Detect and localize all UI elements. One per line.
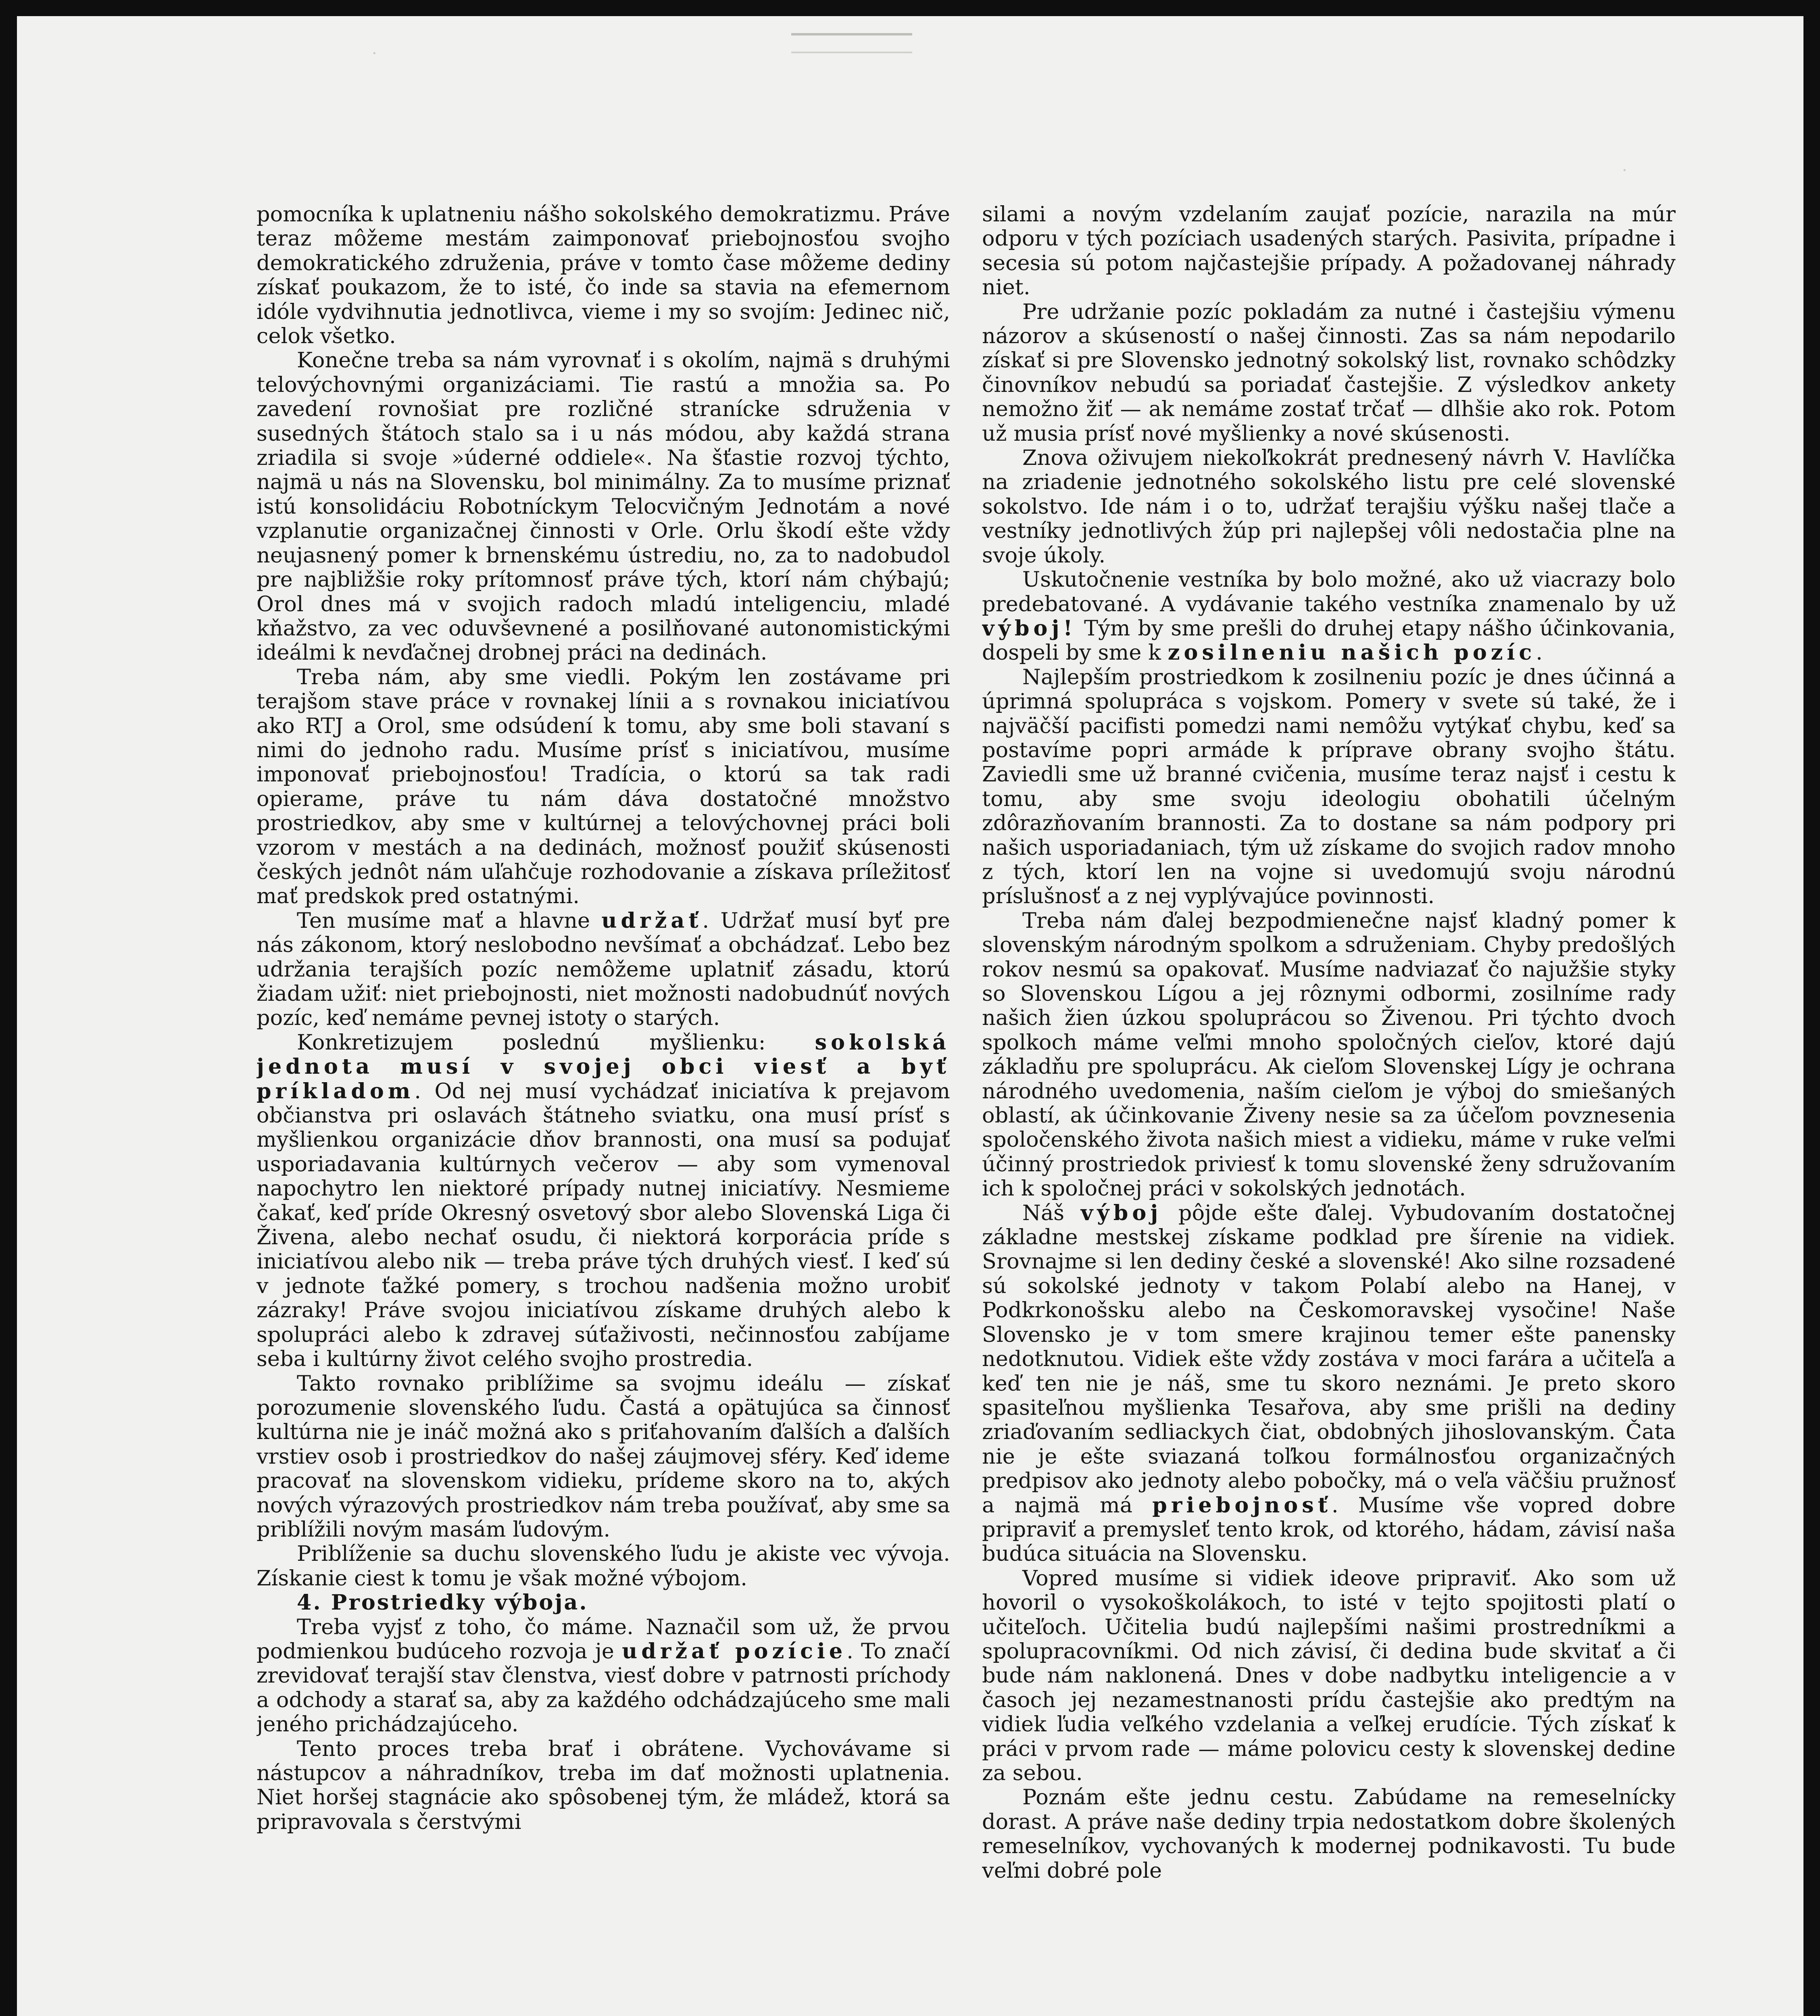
paragraph: Treba nám, aby sme viedli. Pokým len zostávame pri terajšom stave práce v rovnakej línii a s rovnakou iniciatívou ako RTJ a Orol, sme odsúdení k tomu, aby sme boli stavaní s nimi do jednoho radu. Musíme prísť s iniciatívou, musíme imponovať priebojnosťou! Tradícia, o ktorú sa tak radi opierame, práve tu nám dáva dostatočné množstvo prostriedkov, aby sme v kultúrnej a telovýchovnej práci boli vzorom v mestách a na dedinách, možnosť použiť skúsenosti českých jednôt nám uľahčuje rozhodovanie a získava príležitosť mať predskok pred ostatnými.: [256, 664, 950, 909]
paragraph: Uskutočnenie vestníka by bolo možné, ako už viacrazy bolo predebatované. A vydávanie takého vestníka znamenalo by už výboj! Tým by sme prešli do druhej etapy nášho účinkovania, dospeli by sme k zosilneniu našich pozíc.: [982, 567, 1676, 665]
paragraph: Priblíženie sa duchu slovenského ľudu je akiste vec vývoja. Získanie ciest k tomu je však možné výbojom.: [256, 1541, 950, 1591]
scanned-page: [17, 16, 1803, 2016]
dust-speck: ·: [372, 44, 377, 63]
paragraph: Pre udržanie pozíc pokladám za nutné i častejšiu výmenu názorov a skúseností o našej činnosti. Zas sa nám nepodarilo získať si pre Slovensko jednotný sokolský list, rovnako schôdzky činovníkov nebudú sa poriadať častejšie. Z výsledkov ankety nemožno žiť — ak nemáme zostať trčať — dlhšie ako rok. Potom už musia prísť nové myšlienky a nové skúsenosti.: [982, 299, 1676, 446]
dust-speck: ·: [1622, 161, 1627, 180]
paragraph: Vopred musíme si vidiek ideove pripraviť. Ako som už hovoril o vysokoškolákoch, to isté v tejto spojitosti platí o učiteľoch. Učitelia budú najlepšími našimi prostredníkmi a spolupracovníkmi. Od nich závisí, či dedina bude skvitať a či bude nám naklonená. Dnes v dobe nadbytku inteligencie a v časoch jej nezamestnanosti prídu častejšie ako predtým na vidiek ľudia veľkého vzdelania a veľkej erudície. Tých získať k práci v prvom rade — máme polovicu cesty k slovenskej dedine za sebou.: [982, 1566, 1676, 1785]
paragraph: Treba vyjsť z toho, čo máme. Naznačil som už, že prvou podmienkou budúceho rozvoja je udržať pozície. To značí zrevidovať terajší stav členstva, viesť dobre v patrnosti príchody a odchody a starať sa, aby za každého odchádzajúceho sme mali jeného prichádzajúceho.: [256, 1614, 950, 1737]
paragraph: Ten musíme mať a hlavne udržať. Udržať musí byť pre nás zákonom, ktorý neslobodno nevšímať a obchádzať. Lebo bez udržania terajších pozíc nemôžeme uplatniť zásadu, ktorú žiadam užiť: niet priebojnosti, niet možnosti nadobudnúť nových pozíc, keď nemáme pevnej istoty o starých.: [256, 908, 950, 1031]
paragraph: Náš výboj pôjde ešte ďalej. Vybudovaním dostatočnej základne mestskej získame podklad pre šírenie na vidiek. Srovnajme si len dediny české a slovenské! Ako silne rozsadené sú sokolské jednoty v takom Polabí alebo na Hanej, v Podkrkonošsku alebo na Českomoravskej vysočine! Naše Slovensko je v tom smere krajinou temer ešte panensky nedotknutou. Vidiek ešte vždy zostáva v moci farára a učiteľa a keď ten nie je náš, sme tu skoro neznámi. Je preto skoro spasiteľnou myšlienka Tesařova, aby sme prišli na dediny zriaďovaním sedliackych čiat, obdobných jihoslovanským. Čata nie je ešte sviazaná toľkou formálnosťou organizačných predpisov ako jednoty alebo pobočky, má o veľa väčšiu pružnosť a najmä má priebojnosť. Musíme vše vopred dobre pripraviť a premysleť tento krok, od ktorého, hádam, závisí naša budúca situácia na Slovensku.: [982, 1200, 1676, 1566]
header-rule: [791, 33, 912, 53]
paragraph: Tento proces treba brať i obrátene. Vychovávame si nástupcov a náhradníkov, treba im dať možnosti uplatnenia. Niet horšej stagnácie ako spôsobenej tým, že mládež, ktorá sa pripravovala s čerstvými: [256, 1736, 950, 1834]
paragraph: Konkretizujem poslednú myšlienku: sokolská jednota musí v svojej obci viesť a byť príkladom. Od nej musí vychádzať iniciatíva k prejavom občianstva pri oslavách štátneho sviatku, ona musí prísť s myšlienkou organizácie dňov brannosti, ona musí sa podujať usporiadavania kultúrnych večerov — aby som vymenoval napochytro len niektoré prípady nutnej iniciatívy. Nesmieme čakať, keď príde Okresný osvetový sbor alebo Slovenská Liga či Živena, alebo nechať osudu, či niektorá korporácia príde s iniciatívou alebo nik — treba práve tých druhých viesť. I keď sú v jednote ťažké pomery, s trochou nadšenia možno urobiť zázraky! Práve svojou iniciatívou získame druhých alebo k spolupráci alebo k zdravej súťaživosti, nečinnosťou zabíjame seba i kultúrny život celého svojho prostredia.: [256, 1030, 950, 1372]
right-column: [982, 202, 1676, 2016]
paragraph: Najlepším prostriedkom k zosilneniu pozíc je dnes účinná a úprimná spolupráca s vojskom. Pomery v svete sú také, že i najväčší pacifisti pomedzi nami nemôžu vytýkať chybu, keď sa postavíme popri armáde k príprave obrany svojho štátu. Zaviedli sme už branné cvičenia, musíme teraz najsť i cestu k tomu, aby sme svoju ideologiu obohatili účelným zdôrazňovaním brannosti. Za to dostane sa nám podpory pri našich usporiadaniach, tým už získame do svojich radov mnoho z tých, ktorí len na vojne si uvedomujú svoju národnú príslušnosť a z nej vyplývajúce povinnosti.: [982, 664, 1676, 909]
left-column: [256, 202, 950, 2016]
section-heading: 4. Prostriedky výboja.: [297, 1590, 588, 1615]
paragraph: Znova oživujem niekoľkokrát prednesený návrh V. Havlíčka na zriadenie jednotného sokolského listu pre celé slovenské sokolstvo. Ide nám i o to, udržať terajšiu výšku našej tlače a vestníky jednotlivých žúp pri najlepšej vôli nedostačia plne na svoje úkoly.: [982, 446, 1676, 568]
paragraph: pomocníka k uplatneniu nášho sokolského demokratizmu. Práve teraz môžeme mestám zaimponovať priebojnosťou svojho demokratického združenia, práve v tomto čase môžeme dediny získať poukazom, že to isté, čo inde sa stavia na efemernom idóle vydvihnutia jednotlivca, vieme i my so svojím: Jedinec nič, celok všetko.: [256, 202, 950, 349]
paragraph: Poznám ešte jednu cestu. Zabúdame na remeselnícky dorast. A práve naše dediny trpia nedostatkom dobre školených remeselníkov, vychovaných k modernej podnikavosti. Tu bude veľmi dobré pole: [982, 1785, 1676, 1883]
paragraph: Konečne treba sa nám vyrovnať i s okolím, najmä s druhými telovýchovnými organizáciami. Tie rastú a množia sa. Po zavedení rovnošiat pre rozličné stranícke sdruženia v susedných štátoch stalo sa i u nás módou, aby každá strana zriadila si svoje »úderné oddiele«. Na šťastie rozvoj týchto, najmä u nás na Slovensku, bol minimálny. Za to musíme priznať istú konsolidáciu Robotníckym Telocvičným Jednotám a nové vzplanutie organizačnej činnosti v Orle. Orlu škodí ešte vždy neujasnený pomer k brnenskému ústrediu, no, za to nadobudol pre najbližšie roky prítomnosť práve tých, ktorí nám chýbajú; Orol dnes má v svojich radoch mladú inteligenciu, mladé kňažstvo, za vec oduvševnené a posilňované autonomistickými ideálmi k nevďačnej drobnej práci na dedinách.: [256, 348, 950, 665]
paragraph: silami a novým vzdelaním zaujať pozície, narazila na múr odporu v tých pozíciach usadených starých. Pasivita, prípadne i secesia sú potom najčastejšie prípady. A požadovanej náhrady niet.: [982, 202, 1676, 300]
paragraph: Treba nám ďalej bezpodmienečne najsť kladný pomer k slovenským národným spolkom a sdruženiam. Chyby predošlých rokov nesmú sa opakovať. Musíme nadviazať čo najužšie styky so Slovenskou Lígou a jej rôznymi odbormi, zosilníme rady našich žien úzkou spoluprácou so Živenou. Pri týchto dvoch spolkoch máme veľmi mnoho spoločných cieľov, ktoré dajú základňu pre spoluprácu. Ak cieľom Slovenskej Lígy je ochrana národného uvedomenia, naším cieľom je výboj do smiešaných oblastí, ak účinkovanie Živeny nesie sa za účeľom povznesenia spoločenského života našich miest a vidieku, máme v ruke veľmi účinný prostriedok priviesť k tomu slovenské ženy sdružovaním ich k spoločnej práci v sokolských jednotách.: [982, 908, 1676, 1201]
paragraph: Takto rovnako priblížime sa svojmu ideálu — získať porozumenie slovenského ľudu. Častá a opätujúca sa činnosť kultúrna nie je ináč možná ako s priťahovaním ďalších a ďalších vrstiev osob i prostriedkov do našej záujmovej sféry. Keď ideme pracovať na slovenskom vidieku, prídeme skoro na to, akých nových výrazových prostriedkov nám treba používať, aby sme sa priblížili novým masám ľudovým.: [256, 1371, 950, 1542]
